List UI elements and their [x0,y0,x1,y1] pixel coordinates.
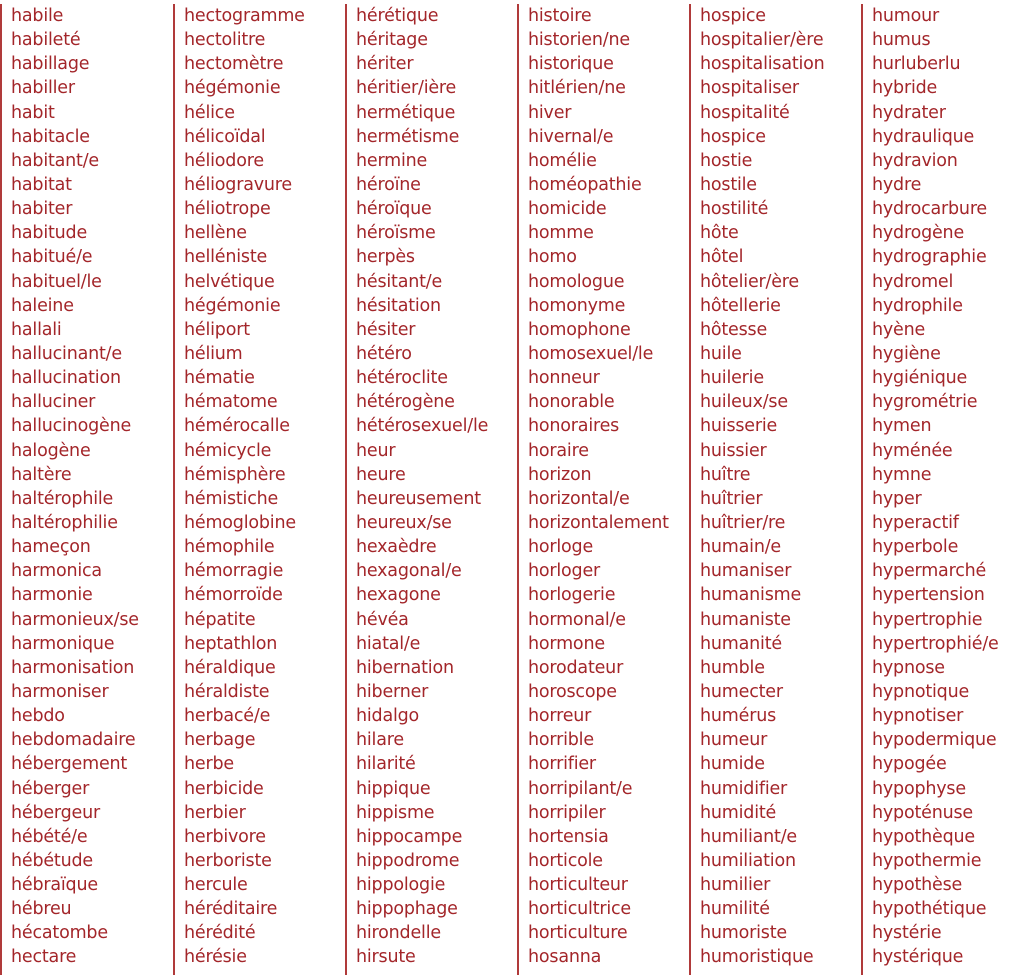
word-entry: harmonie [11,585,93,606]
word-entry: hébreu [11,899,72,920]
word-entry: homéopathie [528,174,642,195]
word-entry: heureux/se [356,512,452,533]
word-entry: héritage [356,30,428,51]
word-entry: hémorragie [184,561,284,582]
word-entry: hydrophile [872,295,963,316]
word-entry: haleine [11,295,74,316]
word-entry: heure [356,464,406,485]
word-column-4 [517,4,689,975]
word-entry: hiberner [356,681,429,702]
word-entry: héroïque [356,199,432,220]
word-entry: hébergement [11,754,128,775]
word-entry: hellène [184,223,247,244]
word-entry: hostilité [700,199,769,220]
word-entry: humanité [700,633,782,654]
word-entry: habitant/e [11,150,99,171]
word-entry: hégémonie [184,78,281,99]
word-entry: hitlérien/ne [528,78,626,99]
word-entry: hémisphère [184,464,286,485]
word-entry: héraldique [184,657,276,678]
word-entry: hibernation [356,657,454,678]
word-entry: hyper [872,488,922,509]
word-entry: hypodermique [872,730,997,751]
word-entry: hévéa [356,609,409,630]
word-entry: hostile [700,174,757,195]
word-entry: habitude [11,223,88,244]
word-entry: hydravion [872,150,958,171]
word-entry: hybride [872,78,938,99]
word-entry: hyène [872,319,926,340]
word-column-1 [0,4,173,975]
word-entry: hématome [184,392,278,413]
word-entry: héliotrope [184,199,271,220]
word-entry: humiliation [700,850,796,871]
word-entry: hallali [11,319,62,340]
word-entry: hésiter [356,319,416,340]
word-entry: herbier [184,802,246,823]
word-entry: hectolitre [184,30,266,51]
word-entry: hyperbole [872,537,959,558]
word-entry: homme [528,223,594,244]
word-list-6 [872,4,1024,970]
word-entry: hospitalité [700,102,790,123]
word-entry: humour [872,6,940,26]
word-list-5 [700,4,861,970]
word-entry: hémistiche [184,488,279,509]
word-entry: horloge [528,537,594,558]
word-entry: hérésie [184,947,247,968]
word-entry: homophone [528,319,631,340]
word-entry: huile [700,343,742,364]
word-entry: hypnotique [872,681,970,702]
word-entry: humaniste [700,609,791,630]
word-entry: helléniste [184,247,268,268]
word-entry: halluciner [11,392,96,413]
word-entry: hébraïque [11,875,98,896]
word-entry: hivernal/e [528,126,614,147]
word-entry: harmonisation [11,657,135,678]
word-entry: hémoglobine [184,512,296,533]
word-entry: hippocampe [356,826,463,847]
word-entry: hypophyse [872,778,966,799]
word-entry: huîtrier [700,488,763,509]
word-entry: huileux/se [700,392,788,413]
word-entry: hériter [356,54,414,75]
word-entry: humecter [700,681,783,702]
word-entry: humérus [700,706,776,727]
word-entry: hygiénique [872,368,968,389]
word-entry: humus [872,30,931,51]
word-entry: hypnose [872,657,945,678]
word-entry: horlogerie [528,585,616,606]
word-column-5 [689,4,861,975]
word-entry: horrible [528,730,594,751]
word-entry: huisserie [700,416,778,437]
word-entry: hétérogène [356,392,455,413]
word-entry: hyperactif [872,512,959,533]
word-entry: horloger [528,561,601,582]
word-entry: huilerie [700,368,764,389]
word-entry: honneur [528,368,600,389]
word-entry: hortensia [528,826,609,847]
word-entry: hydrocarbure [872,199,987,220]
word-entry: hémophile [184,537,275,558]
word-entry: héroïsme [356,223,436,244]
word-entry: horticulteur [528,875,628,896]
word-entry: hécatombe [11,923,108,944]
word-entry: hippodrome [356,850,460,871]
word-entry: hypermarché [872,561,987,582]
word-entry: hélice [184,102,235,123]
word-entry: heureusement [356,488,481,509]
word-entry: hydraulique [872,126,975,147]
word-entry: hosanna [528,947,602,968]
word-entry: hygrométrie [872,392,978,413]
word-entry: harmonica [11,561,102,582]
word-entry: harmonieux/se [11,609,139,630]
word-entry: hydromel [872,271,954,292]
word-entry: hébétude [11,850,93,871]
word-entry: habileté [11,30,81,51]
word-entry: hospitalisation [700,54,825,75]
word-column-3 [345,4,517,975]
word-entry: habitacle [11,126,90,147]
word-entry: hexagonal/e [356,561,462,582]
word-entry: humide [700,754,765,775]
word-entry: hystérique [872,947,964,968]
word-entry: hystérie [872,923,942,944]
word-entry: hymen [872,416,932,437]
word-entry: honoraires [528,416,620,437]
word-entry: hygiène [872,343,941,364]
word-entry: hypogée [872,754,947,775]
word-entry: hélium [184,343,243,364]
word-list-3 [356,4,517,970]
word-entry: hallucinogène [11,416,132,437]
word-entry: historien/ne [528,30,630,51]
word-entry: humoristique [700,947,814,968]
word-entry: habitat [11,174,72,195]
word-entry: helvétique [184,271,275,292]
word-entry: honorable [528,392,615,413]
word-entry: hôtel [700,247,744,268]
word-entry: humidité [700,802,777,823]
word-entry: horoscope [528,681,617,702]
word-entry: habiller [11,78,75,99]
word-entry: horripilant/e [528,778,633,799]
word-entry: hôtelier/ère [700,271,799,292]
word-entry: hexagone [356,585,441,606]
word-entry: hymne [872,464,932,485]
word-entry: huissier [700,440,767,461]
word-entry: hétéro [356,343,412,364]
word-entry: hilarité [356,754,416,775]
word-entry: habitué/e [11,247,93,268]
word-entry: héberger [11,778,90,799]
word-entry: herbe [184,754,234,775]
word-entry: herbivore [184,826,266,847]
word-entry: horizon [528,464,592,485]
word-entry: horripiler [528,802,606,823]
word-entry: héliodore [184,150,264,171]
word-entry: hameçon [11,537,91,558]
word-entry: humiliant/e [700,826,797,847]
word-entry: horrifier [528,754,596,775]
word-entry: héraldiste [184,681,270,702]
word-entry: hilare [356,730,404,751]
word-column-2 [173,4,345,975]
word-entry: hypertrophie [872,609,983,630]
word-entry: homélie [528,150,597,171]
word-entry: humidifier [700,778,788,799]
word-entry: hypertrophié/e [872,633,999,654]
word-entry: hermétisme [356,126,460,147]
word-entry: homologue [528,271,625,292]
word-entry: haltérophilie [11,512,118,533]
word-entry: heur [356,440,396,461]
word-entry: hégémonie [184,295,281,316]
word-entry: humble [700,657,765,678]
word-entry: hiatal/e [356,633,421,654]
word-entry: humain/e [700,537,781,558]
word-entry: hippisme [356,802,435,823]
word-entry: herbicide [184,778,264,799]
word-entry: héroïne [356,174,421,195]
word-entry: hallucinant/e [11,343,122,364]
word-entry: halogène [11,440,91,461]
word-entry: habit [11,102,55,123]
word-entry: hermine [356,150,428,171]
word-entry: hiver [528,102,572,123]
word-entry: hérétique [356,6,439,26]
word-entry: homo [528,247,577,268]
word-entry: habiter [11,199,73,220]
word-list-1 [11,4,173,970]
word-entry: hostie [700,150,753,171]
word-entry: hippologie [356,875,446,896]
word-entry: hippophage [356,899,458,920]
word-entry: hypoténuse [872,802,973,823]
word-entry: humaniser [700,561,792,582]
word-entry: hydre [872,174,922,195]
word-entry: hyménée [872,440,953,461]
word-entry: humeur [700,730,768,751]
word-entry: harmoniser [11,681,109,702]
word-entry: hospice [700,6,766,26]
word-entry: hydrogène [872,223,965,244]
word-entry: hypothèque [872,826,975,847]
word-entry: hebdo [11,706,65,727]
word-entry: hercule [184,875,248,896]
word-entry: hypothétique [872,899,987,920]
word-entry: homonyme [528,295,626,316]
word-entry: humoriste [700,923,787,944]
word-entry: historique [528,54,614,75]
word-entry: hésitant/e [356,271,443,292]
word-entry: herbage [184,730,256,751]
word-entry: hospitaliser [700,78,799,99]
word-entry: horizontalement [528,512,669,533]
word-entry: hémorroïde [184,585,283,606]
word-entry: hospitalier/ère [700,30,824,51]
word-entry: hébergeur [11,802,100,823]
word-entry: hippique [356,778,431,799]
word-entry: humilier [700,875,771,896]
word-entry: hôtesse [700,319,768,340]
word-entry: histoire [528,6,592,26]
word-entry: hétérosexuel/le [356,416,489,437]
word-entry: hétéroclite [356,368,448,389]
word-entry: haltère [11,464,72,485]
word-entry: hebdomadaire [11,730,136,751]
word-entry: humilité [700,899,770,920]
word-entry: hormonal/e [528,609,626,630]
word-entry: hépatite [184,609,256,630]
word-entry: hidalgo [356,706,420,727]
word-entry: hectomètre [184,54,284,75]
word-entry: hypnotiser [872,706,964,727]
word-entry: habillage [11,54,90,75]
word-entry: hirondelle [356,923,441,944]
word-entry: hésitation [356,295,441,316]
word-entry: horticulture [528,923,628,944]
word-entry: homicide [528,199,607,220]
word-entry: habile [11,6,64,26]
word-entry: hôtellerie [700,295,781,316]
word-entry: horodateur [528,657,624,678]
word-entry: hormone [528,633,605,654]
word-entry: hélicoïdal [184,126,266,147]
word-entry: huître [700,464,751,485]
word-entry: herbacé/e [184,706,271,727]
word-entry: hectare [11,947,77,968]
word-entry: hébété/e [11,826,88,847]
word-list-4 [528,4,689,970]
word-entry: haltérophile [11,488,114,509]
word-entry: heptathlon [184,633,278,654]
word-entry: herboriste [184,850,272,871]
word-entry: horizontal/e [528,488,630,509]
word-entry: harmonique [11,633,115,654]
word-entry: horticultrice [528,899,631,920]
word-entry: héritier/ière [356,78,457,99]
word-entry: hémérocalle [184,416,290,437]
word-entry: hypothèse [872,875,963,896]
word-entry: hypertension [872,585,985,606]
word-entry: hémicycle [184,440,272,461]
word-entry: héréditaire [184,899,278,920]
word-entry: habituel/le [11,271,102,292]
word-entry: hypothermie [872,850,982,871]
word-entry: horaire [528,440,589,461]
word-entry: hexaèdre [356,537,437,558]
word-entry: hématie [184,368,255,389]
word-entry: héliport [184,319,250,340]
word-entry: huîtrier/re [700,512,786,533]
word-entry: hurluberlu [872,54,961,75]
word-entry: hôte [700,223,739,244]
word-entry: hydrographie [872,247,987,268]
word-column-6 [861,4,1024,975]
word-entry: hydrater [872,102,946,123]
word-entry: horticole [528,850,603,871]
word-list-2 [184,4,345,970]
word-entry: humanisme [700,585,802,606]
word-entry: homosexuel/le [528,343,654,364]
word-entry: herpès [356,247,415,268]
word-entry: horreur [528,706,592,727]
word-entry: hermétique [356,102,456,123]
word-entry: hospice [700,126,766,147]
word-entry: hallucination [11,368,121,389]
word-entry: hectogramme [184,6,305,26]
word-entry: hérédité [184,923,256,944]
word-entry: hirsute [356,947,416,968]
word-entry: héliogravure [184,174,292,195]
